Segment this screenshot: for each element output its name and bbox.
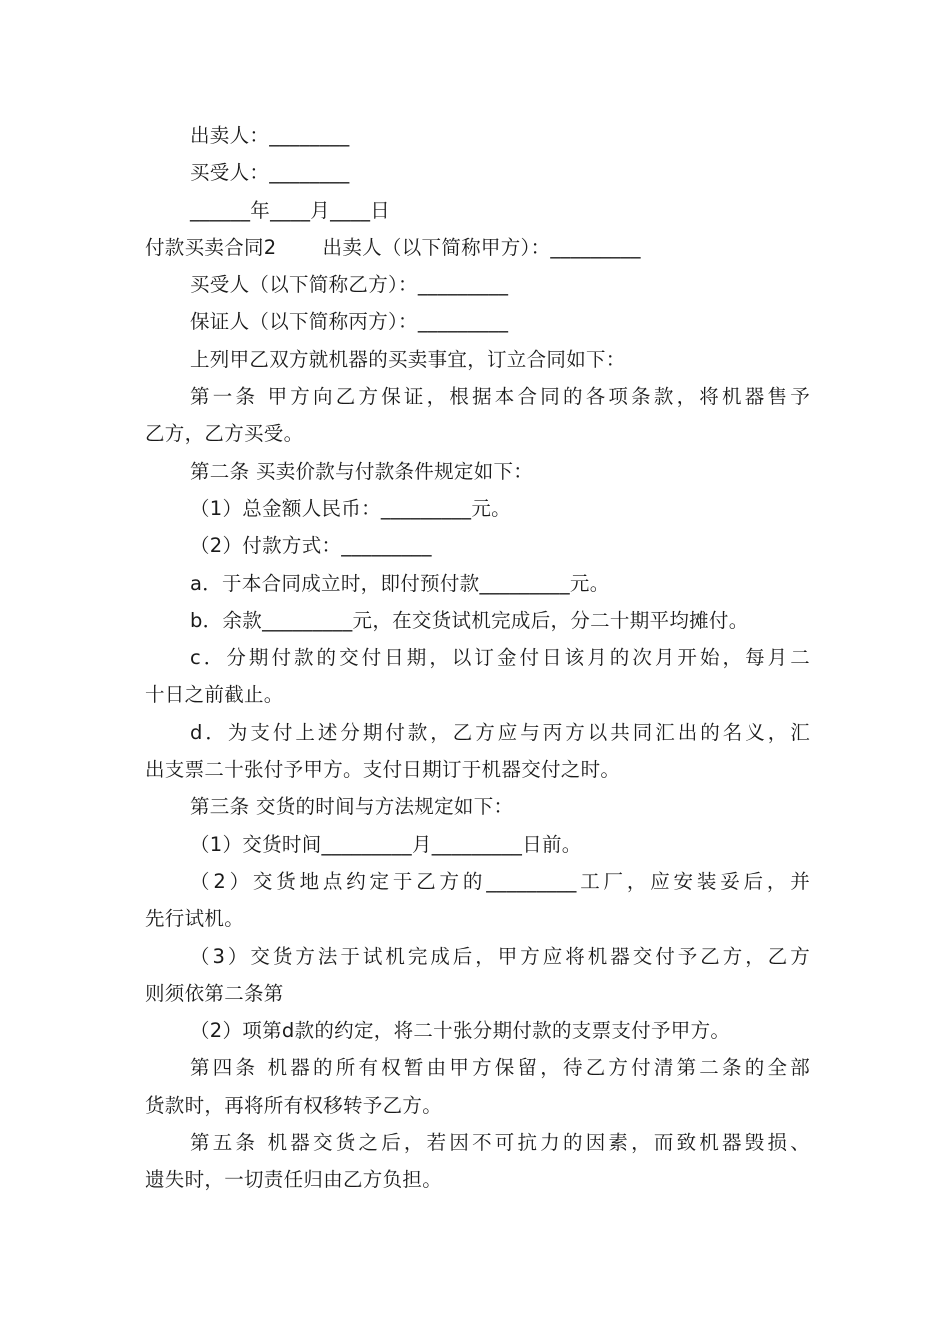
article-3-item-2-line-2: 先行试机。 — [145, 907, 245, 931]
party-b-line: 买受人（以下简称乙方）：_________ — [190, 273, 509, 297]
article-5-line-2: 遗失时，一切责任归由乙方负担。 — [145, 1168, 443, 1192]
date-line: ______年____月____日 — [190, 198, 391, 222]
article-3-item-3-line-1: （3）交货方法于试机完成后，甲方应将机器交付予乙方，乙方 — [190, 944, 810, 968]
seller-signature-line: 出卖人：________ — [190, 124, 350, 147]
article-2-item-c-line-2: 十日之前截止。 — [145, 683, 284, 707]
article-3-item-1: （1）交货时间_________月_________日前。 — [190, 832, 582, 856]
document-body — [145, 117, 810, 1199]
article-2-heading: 第二条 买卖价款与付款条件规定如下： — [190, 459, 534, 483]
article-5-line-1: 第五条 机器交货之后，若因不可抗力的因素，而致机器毁损、 — [190, 1131, 810, 1155]
article-2-item-2: （2）付款方式：_________ — [190, 534, 432, 558]
article-4-line-1: 第四条 机器的所有权暂由甲方保留，待乙方付清第二条的全部 — [190, 1056, 810, 1080]
contract-title: 付款买卖合同2 — [145, 235, 277, 259]
article-2-item-d-line-1: d．为支付上述分期付款，乙方应与丙方以共同汇出的名义，汇 — [190, 720, 810, 744]
article-3-heading: 第三条 交货的时间与方法规定如下： — [190, 795, 514, 819]
article-3-item-2-line-1: （2）交货地点约定于乙方的_________工厂，应安装妥后，并 — [190, 869, 810, 893]
article-2-item-d-line-2: 出支票二十张付予甲方。支付日期订于机器交付之时。 — [145, 758, 621, 782]
article-1-line-2: 乙方，乙方买受。 — [145, 422, 304, 446]
preamble: 上列甲乙双方就机器的买卖事宜，订立合同如下： — [190, 347, 626, 371]
article-3-item-3-line-2: 则须依第二条第 — [145, 981, 284, 1005]
article-3-item-3-line-3: （2）项第d款的约定，将二十张分期付款的支票支付予甲方。 — [190, 1019, 731, 1043]
article-2-item-a: a．于本合同成立时，即付预付款_________元。 — [190, 571, 610, 595]
contract-heading-line — [145, 229, 810, 266]
guarantor-line: 保证人（以下简称丙方）：_________ — [190, 310, 509, 334]
article-1-line-1: 第一条 甲方向乙方保证，根据本合同的各项条款，将机器售予 — [190, 385, 810, 409]
party-a-line: 出卖人（以下简称甲方）：_________ — [322, 235, 641, 259]
article-2-item-b: b．余款_________元，在交货试机完成后，分二十期平均摊付。 — [190, 608, 749, 632]
buyer-signature-line: 买受人：________ — [190, 161, 350, 185]
article-2-item-1: （1）总金额人民币：_________元。 — [190, 496, 511, 520]
article-4-line-2: 货款时，再将所有权移转予乙方。 — [145, 1093, 443, 1117]
article-2-item-c-line-1: c．分期付款的交付日期，以订金付日该月的次月开始，每月二 — [190, 646, 810, 670]
